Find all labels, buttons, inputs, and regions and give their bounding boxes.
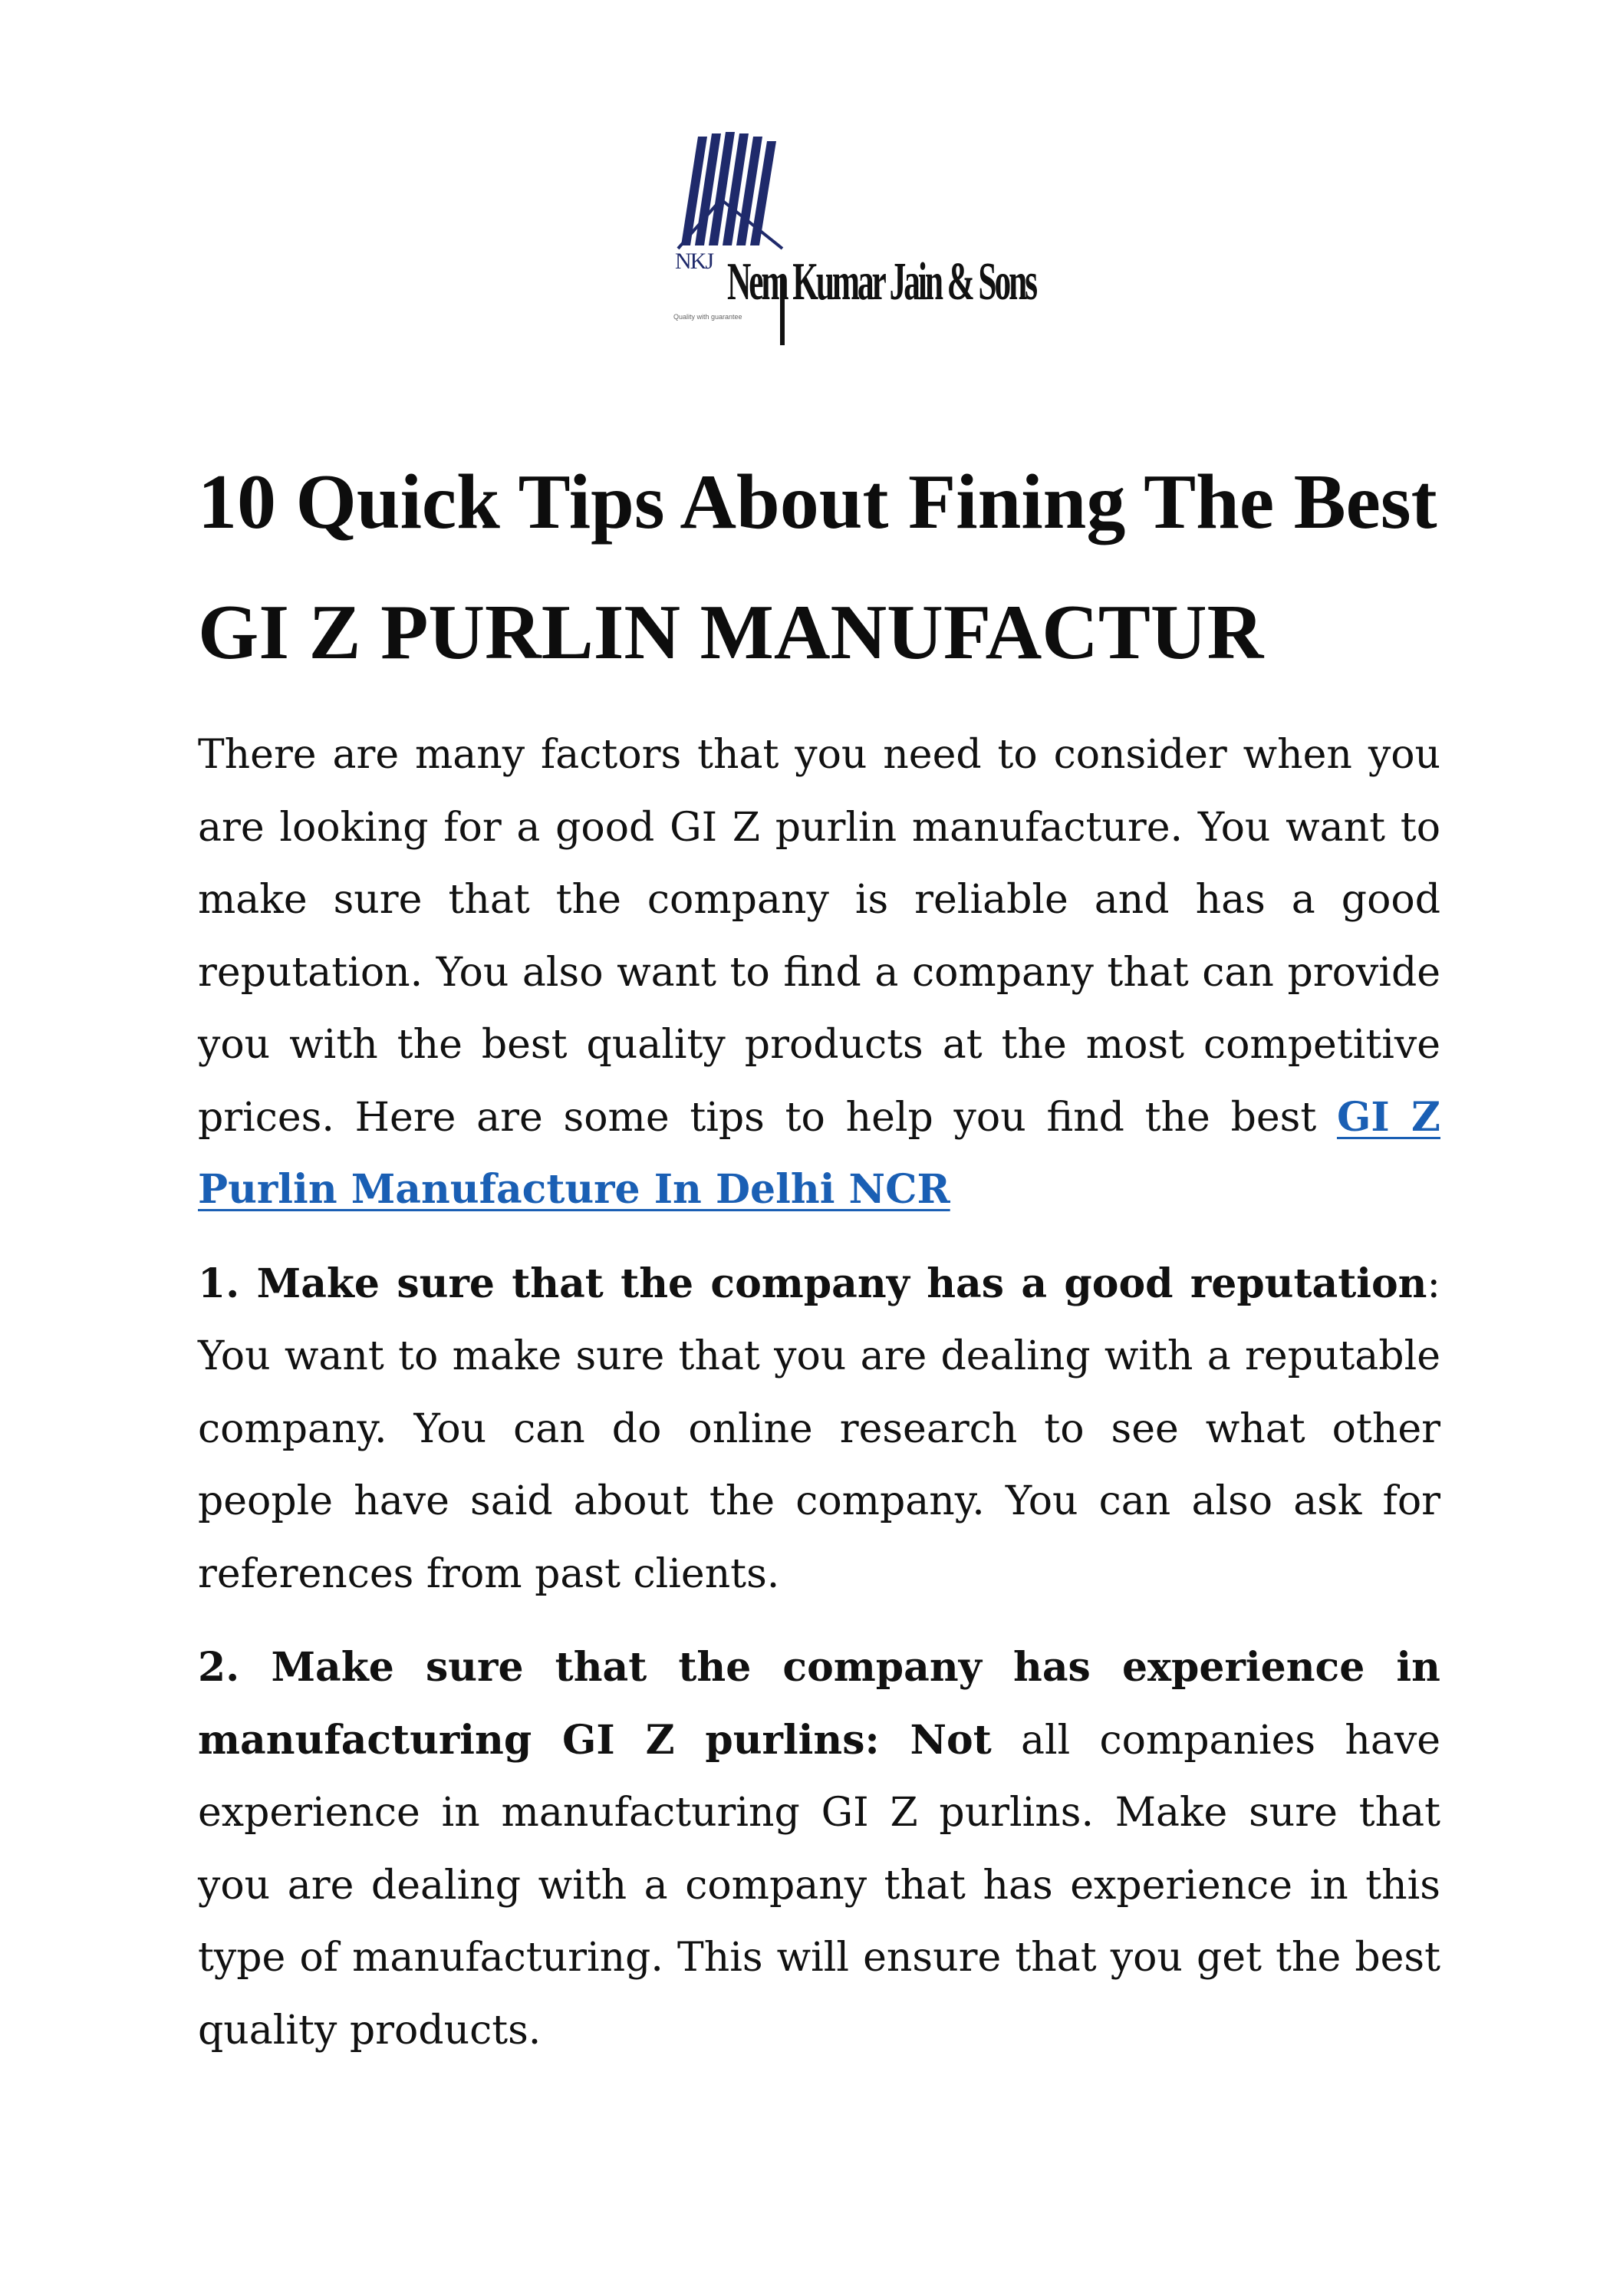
tip-1-text: You want to make sure that you are dealing with a reputable company. You can do online research to see what other people have said about the company. You can also ask for references from past clients. bbox=[198, 1333, 1440, 1597]
intro-text: There are many factors that you need to consider when you are looking for a good GI Z purlin manufacture. You want to make sure that the company is reliable and has a good reputation. You also want to find a company that can provide you with the best quality products at the most competitive prices. Here are some tips to help you find the best bbox=[198, 732, 1440, 1141]
tip-1-heading: 1. Make sure that the company has a good reputation bbox=[198, 1260, 1427, 1307]
intro-paragraph bbox=[198, 719, 1440, 1227]
tip-2-heading: 2. Make sure that the company has experience in manufacturing GI Z purlins: Not bbox=[198, 1644, 1440, 1764]
gi-z-purlin-link[interactable]: GI Z Purlin Manufacture In Delhi NCR bbox=[198, 1093, 1440, 1213]
page-title bbox=[198, 437, 1440, 698]
logo-monogram: NKJ bbox=[675, 249, 713, 274]
company-logo bbox=[667, 123, 1035, 353]
title-line-2: GI Z PURLIN MANUFACTUR bbox=[198, 589, 1264, 676]
tip-1-colon: : bbox=[1427, 1260, 1440, 1307]
logo-company-name: Nem Kumar Jain & Sons bbox=[727, 252, 1035, 311]
tip-2-text: all companies have experience in manufacturing GI Z purlins. Make sure that you are dealing with a company that has experience in this type of manufacturing. This will ensure that you get the best quality products. bbox=[198, 1717, 1440, 2054]
article-body bbox=[198, 719, 1440, 2088]
tip-2-paragraph bbox=[198, 1632, 1440, 2067]
logo-tagline: Quality with guarantee bbox=[673, 313, 742, 321]
tip-1-paragraph bbox=[198, 1248, 1440, 1611]
title-line-1: 10 Quick Tips About Fining The Best bbox=[198, 459, 1437, 545]
